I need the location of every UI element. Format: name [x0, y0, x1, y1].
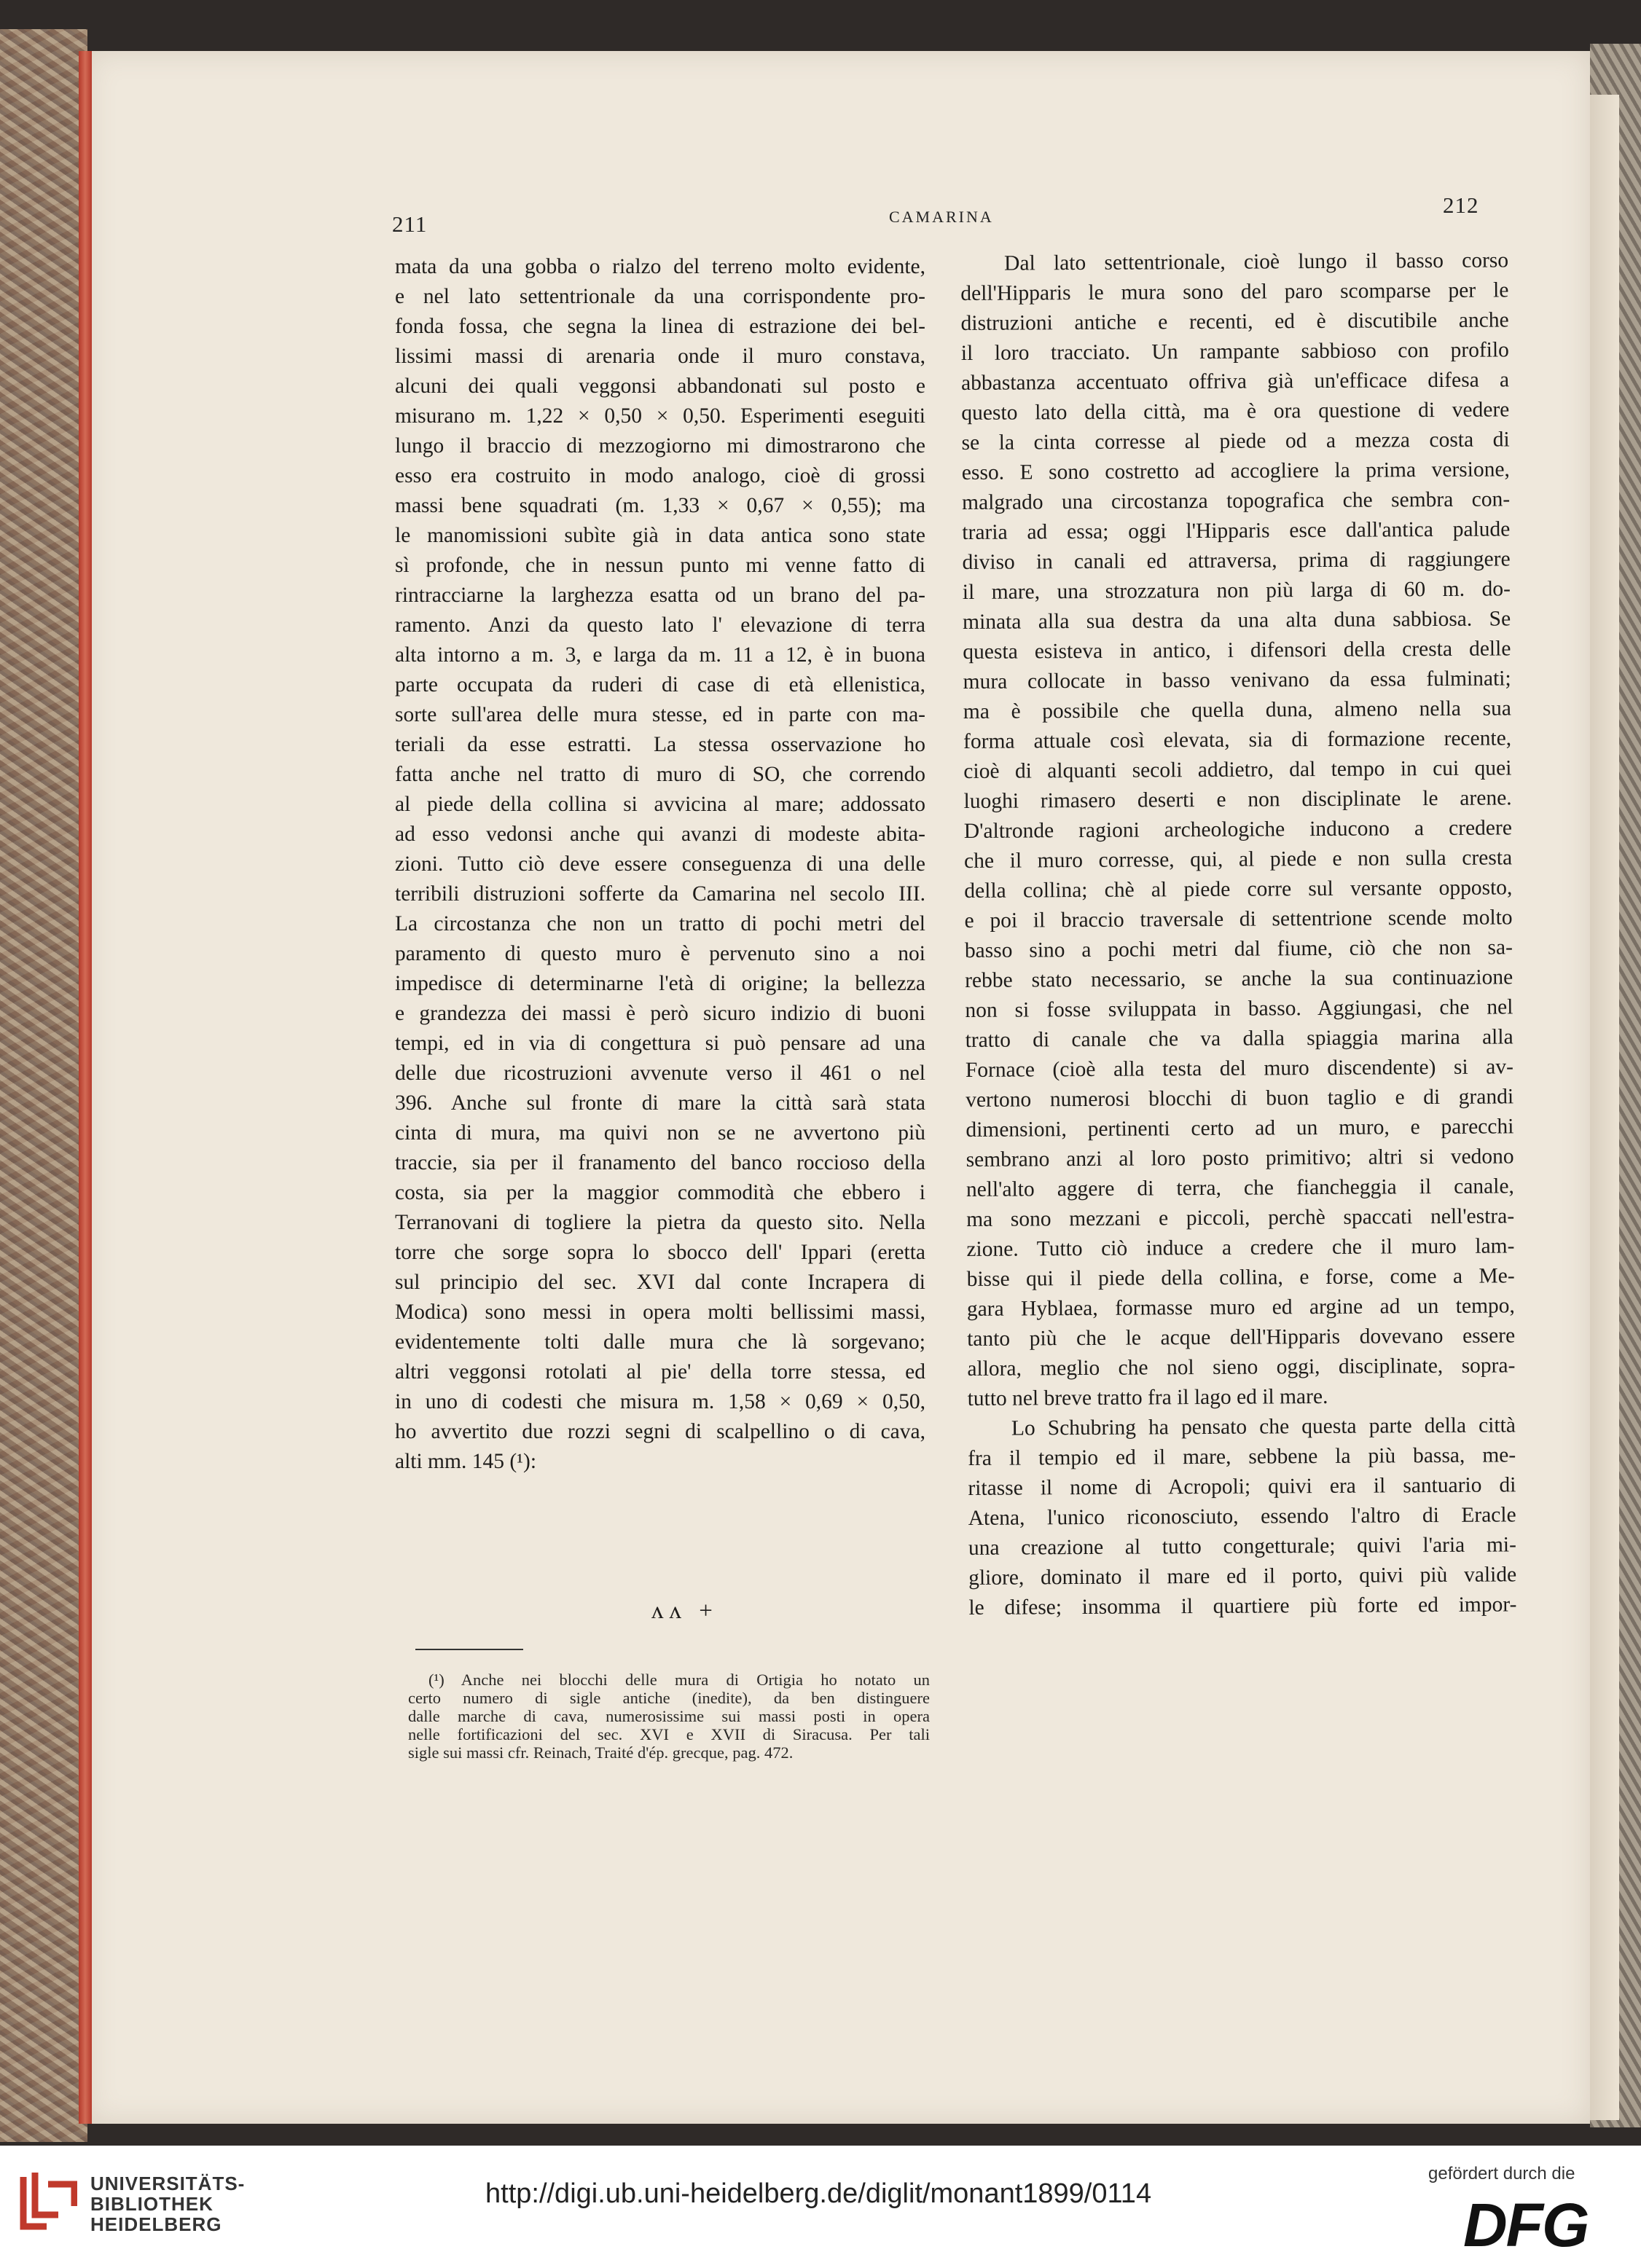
university-library-logo-icon[interactable] — [19, 2170, 77, 2232]
page-red-edge — [79, 51, 92, 2124]
text-line: fra il tempio ed il mare, sebbene la più bassa, me- — [968, 1443, 1516, 1470]
text-line: cioè di alquanti secoli addietro, dal tempo in cui quei — [963, 756, 1512, 783]
text-line: costa, sia per la maggior commodità che ebbero i — [395, 1181, 925, 1204]
text-line: basso sino a pochi metri dal fiume, ciò che non sa- — [964, 935, 1513, 962]
text-line: le difese; insomma il quartiere più forte ed impor- — [968, 1593, 1517, 1620]
text-line: 396. Anche sul fronte di mare la città sarà stata — [395, 1091, 925, 1115]
text-line: lungo il braccio di mezzogiorno mi dimostrarono che — [395, 434, 925, 458]
library-name-line: HEIDELBERG — [90, 2213, 222, 2235]
text-line: ho avvertito due rozzi segni di scalpellino o di cava, — [395, 1420, 925, 1443]
text-line: parte occupata da ruderi di case di età ellenistica, — [395, 673, 925, 697]
footnote — [408, 1671, 930, 1762]
library-name-line: UNIVERSITÄTS- — [90, 2173, 246, 2194]
text-line: delle due ricostruzioni avvenute verso il 461 o nel — [395, 1062, 925, 1085]
funding-note: gefördert durch die — [1428, 2164, 1575, 2183]
text-line: ma sono mezzani e piccoli, perchè spaccati nell'estra- — [966, 1204, 1515, 1231]
text-line: cinta di mura, ma quivi non se ne avvertono più — [395, 1121, 925, 1145]
footnote-line: nelle fortificazioni del sec. XVI e XVII di Siracusa. Per tali — [408, 1725, 930, 1743]
text-line: traria ad essa; oggi l'Hipparis esce dall'antica palude — [962, 517, 1511, 544]
left-text-column — [395, 252, 925, 1477]
text-line: malgrado una circostanza topografica che sembra con- — [962, 487, 1511, 514]
text-line: alta intorno a m. 3, e larga da m. 11 a 12, è in buona — [395, 643, 925, 667]
text-line: che il muro corresse, qui, al piede e non sulla cresta — [964, 846, 1513, 873]
text-line: alcuni dei quali veggonsi abbandonati sul posto e — [395, 374, 925, 398]
page-number-left: 211 — [392, 211, 428, 237]
page-number-right: 212 — [1443, 192, 1479, 218]
text-line: della collina; chè al piede corre sul versante opposto, — [964, 876, 1513, 903]
stonecutter-marks: ʌʌ + — [651, 1598, 718, 1624]
text-line: misurano m. 1,22 × 0,50 × 0,50. Esperimenti eseguiti — [395, 404, 925, 428]
text-line: zione. Tutto ciò induce a credere che il muro lam- — [966, 1234, 1515, 1261]
text-line: gara Hyblaea, formasse muro ed argine ad un tempo, — [966, 1294, 1515, 1321]
text-line: sul principio del sec. XVI dal conte Incrapera di — [395, 1271, 925, 1294]
text-line: rebbe stato necessario, se anche la sua continuazione — [965, 965, 1513, 992]
text-line: bisse qui il piede della collina, e forse, come a Me- — [966, 1264, 1515, 1291]
text-line: sorte sull'area delle mura stesse, ed in parte con ma- — [395, 703, 925, 726]
footnote-line: sigle sui massi cfr. Reinach, Traité d'ép. grecque, pag. 472. — [408, 1743, 794, 1762]
text-line: torre che sorge sopra lo sbocco dell' Ippari (eretta — [395, 1241, 925, 1264]
text-line: questa esisteva in antico, i difensori della cresta delle — [963, 637, 1511, 664]
text-line: Lo Schubring ha pensato che questa parte della città — [1011, 1413, 1516, 1440]
text-line: rintracciarne la larghezza esatta od un brano del pa- — [395, 584, 925, 607]
text-line: fonda fossa, che segna la linea di estrazione dei bel- — [395, 315, 925, 338]
text-line: Modica) sono messi in opera molti bellissimi massi, — [395, 1300, 925, 1324]
next-page-strip — [1590, 95, 1619, 2120]
footnote-line: (¹) Anche nei blocchi delle mura di Ortigia ho notato un — [428, 1671, 930, 1689]
text-line: Atena, l'unico riconosciuto, essendo l'altro di Eracle — [968, 1503, 1516, 1530]
text-line: paramento di questo muro è pervenuto sino a noi — [395, 942, 925, 965]
text-line: luoghi rimasero deserti e non disciplinate le arene. — [963, 786, 1512, 813]
text-line: gliore, dominato il mare ed il porto, quivi più valide — [968, 1563, 1517, 1590]
text-line: Dal lato settentrionale, cioè lungo il basso corso — [1004, 248, 1509, 275]
text-line: La circostanza che non un tratto di pochi metri del — [395, 912, 925, 935]
text-line: tempi, ed in via di congettura si può pensare ad una — [395, 1032, 925, 1055]
text-line: fatta anche nel tratto di muro di SO, che correndo — [395, 763, 925, 786]
text-line: sembrano anzi al loro posto primitivo; altri si vedono — [966, 1145, 1514, 1172]
text-line: terribili distruzioni sofferte da Camarina nel secolo III. — [395, 882, 925, 906]
text-line: esso. E sono costretto ad accogliere la prima versione, — [961, 458, 1510, 484]
text-line: in uno di codesti che misura m. 1,58 × 0,69 × 0,50, — [395, 1390, 925, 1413]
text-line: alti mm. 145 (¹): — [395, 1450, 537, 1473]
text-line: diviso in canali ed attraversa, prima di raggiungere — [962, 547, 1511, 574]
text-line: se la cinta corresse al piede od a mezza costa di — [961, 428, 1510, 455]
text-line: forma attuale così elevata, sia di formazione recente, — [963, 726, 1512, 753]
text-line: tanto più che le acque dell'Hipparis dovevano essere — [967, 1324, 1516, 1351]
library-name-line: BIBLIOTHEK — [90, 2193, 214, 2215]
text-line: esso era costruito in modo analogo, cioè di grossi — [395, 464, 925, 487]
text-line: tutto nel breve tratto fra il lago ed il mare. — [967, 1384, 1328, 1410]
text-line: al piede della collina si avvicina al mare; addossato — [395, 793, 925, 816]
text-line: mura collocate in basso venivano da essa fulminati; — [963, 667, 1511, 694]
text-line: e nel lato settentrionale da una corrispondente pro- — [395, 285, 925, 308]
text-line: questo lato della città, ma è ora questione di vedere — [961, 398, 1510, 425]
text-line: altri veggonsi rotolati al pie' della torre stessa, ed — [395, 1360, 925, 1384]
text-line: tratto di canale che va dalla spiaggia marina alla — [965, 1025, 1513, 1052]
text-line: le manomissioni subìte già in data antica sono state — [395, 524, 925, 547]
library-name[interactable] — [90, 2173, 245, 2234]
text-line: distruzioni antiche e recenti, ed è discutibile anche — [960, 308, 1509, 335]
text-line: nell'alto aggere di terra, che fiancheggia il canale, — [966, 1174, 1514, 1201]
text-line: allora, meglio che nol sieno oggi, disciplinate, sopra- — [967, 1354, 1516, 1381]
running-head: CAMARINA — [889, 208, 994, 226]
text-line: sì profonde, che in nessun punto mi venne fatto di — [395, 554, 925, 577]
text-line: e poi il braccio traversale di settentrione scende molto — [964, 906, 1513, 933]
text-line: mata da una gobba o rialzo del terreno molto evidente, — [395, 255, 925, 278]
text-line: abbastanza accentuato offriva già un'efficace difesa a — [961, 368, 1510, 395]
text-line: lissimi massi di arenaria onde il muro constava, — [395, 345, 925, 368]
text-line: Fornace (cioè alla testa del muro discendente) si av- — [965, 1055, 1513, 1082]
text-line: vertono numerosi blocchi di buon taglio e di grandi — [966, 1085, 1514, 1112]
right-text-column — [960, 246, 1517, 1623]
text-line: minata alla sua destra da una alta duna sabbiosa. Se — [963, 607, 1511, 634]
footnote-line: certo numero di sigle antiche (inedite), da ben distinguere — [408, 1689, 930, 1707]
text-line: Terranovani di togliere la pietra da questo sito. Nella — [395, 1211, 925, 1234]
text-line: ma è possibile che quella duna, almeno nella sua — [963, 697, 1511, 723]
footnote-line: dalle marche di cava, numerosissime sui massi posti in opera — [408, 1707, 930, 1725]
text-line: dell'Hipparis le mura sono del paro scomparse per le — [960, 278, 1509, 305]
text-line: ramento. Anzi da questo lato l' elevazione di terra — [395, 613, 925, 637]
text-line: il mare, una strozzatura non più larga di 60 m. do- — [962, 577, 1511, 604]
text-line: teriali da esse estratti. La stessa osservazione ho — [395, 733, 925, 756]
text-line: ad esso vedonsi anche qui avanzi di modeste abita- — [395, 823, 925, 846]
text-line: zioni. Tutto ciò deve essere conseguenza di una delle — [395, 852, 925, 876]
marbled-endpaper-left — [0, 29, 87, 2142]
text-line: non si fosse sviluppata in basso. Aggiungasi, che nel — [965, 995, 1513, 1022]
text-line: impedisce di determinarne l'età di origine; la bellezza — [395, 972, 925, 995]
text-line: una creazione al tutto congetturale; quivi l'aria mi- — [968, 1533, 1516, 1560]
footnote-rule — [415, 1649, 523, 1650]
text-line: massi bene squadrati (m. 1,33 × 0,67 × 0,55); ma — [395, 494, 925, 517]
permalink-url[interactable]: http://digi.ub.uni-heidelberg.de/diglit/monant1899/0114 — [485, 2178, 1152, 2209]
text-line: e grandezza dei massi è però sicuro indizio di buoni — [395, 1002, 925, 1025]
text-line: D'altronde ragioni archeologiche inducono a credere — [963, 816, 1512, 843]
text-line: traccie, sia per il franamento del banco roccioso della — [395, 1151, 925, 1174]
text-line: dimensioni, pertinenti certo ad un muro, e parecchi — [966, 1115, 1514, 1142]
text-line: ritasse il nome di Acropoli; quivi era il santuario di — [968, 1473, 1516, 1500]
text-line: il loro tracciato. Un rampante sabbioso con profilo — [960, 338, 1509, 365]
dfg-logo[interactable]: DFG — [1463, 2191, 1589, 2259]
text-line: evidentemente tolti dalle mura che là sorgevano; — [395, 1330, 925, 1354]
